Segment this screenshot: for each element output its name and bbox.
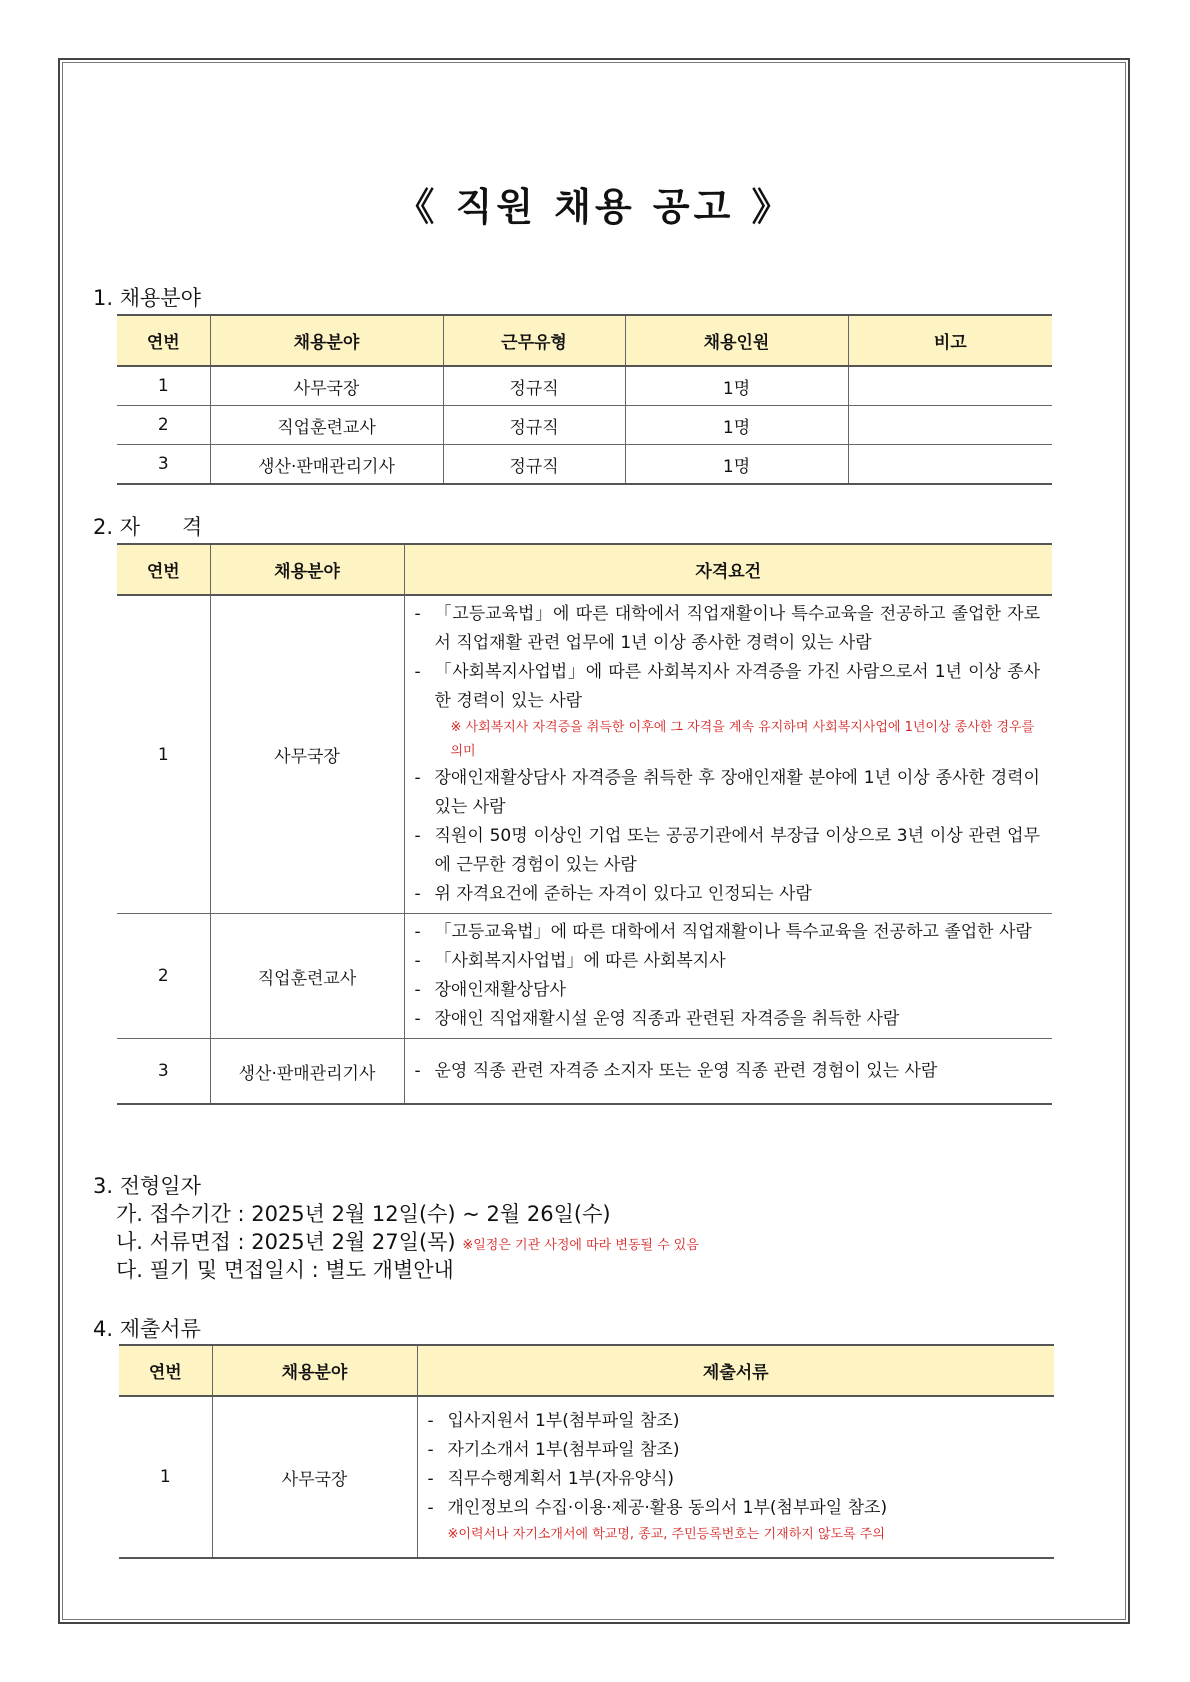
list-item: - 입사지원서 1부(첨부파일 참조) [427,1411,680,1431]
cell-field: 직업훈련교사 [210,914,404,1039]
cell-count: 1명 [625,406,848,445]
cell-requirements [404,1039,1052,1105]
table-row [117,1039,1052,1105]
cell-no: 2 [117,406,210,445]
table-row [117,914,1052,1039]
col-header: 채용분야 [212,1345,417,1396]
list-item: - 직무수행계획서 1부(자유양식) [427,1469,675,1489]
cell-field: 사무국장 [210,595,404,914]
col-header: 제출서류 [417,1345,1054,1396]
qualification-table [117,543,1052,1105]
list-item: - 직원이 50명 이상인 기업 또는 공공기관에서 부장급 이상으로 3년 이상 관련 업무에 근무한 경험이 있는 사람 [414,826,1040,875]
table-header-row [117,315,1052,366]
col-header: 자격요건 [404,544,1052,595]
schedule-application-period: 가. 접수기간 : 2025년 2월 12일(수) ~ 2월 26일(수) [116,1202,611,1226]
page-title: 《 직원 채용 공고 》 [396,185,794,229]
col-header: 연번 [117,315,210,366]
list-item: - 「사회복지사업법」에 따른 사회복지사 자격증을 가진 사람으로서 1년 이상 종사한 경력이 있는 사람 [414,662,1040,711]
col-header: 채용인원 [625,315,848,366]
cell-no: 1 [119,1396,212,1558]
section-2-heading: 2. 자 격 [93,515,203,539]
recruitment-field-table [117,314,1052,485]
list-item: - 장애인재활상담사 자격증을 취득한 후 장애인재활 분야에 1년 이상 종사한 경력이 있는 사람 [414,768,1040,817]
section-3-heading: 3. 전형일자 [93,1174,201,1198]
section-1-heading: 1. 채용분야 [93,286,201,310]
schedule-note: ※일정은 기관 사정에 따라 변동될 수 있음 [462,1238,699,1253]
col-header: 근무유형 [443,315,625,366]
cell-remark [848,445,1052,485]
cell-field: 생산·판매관리기사 [210,445,443,485]
list-item: - 「사회복지사업법」에 따른 사회복지사 [414,951,726,971]
schedule-interview: 다. 필기 및 면접일시 : 별도 개별안내 [116,1258,454,1282]
table-row [117,445,1052,485]
table-row [117,366,1052,406]
col-header: 연번 [117,544,210,595]
cell-field: 직업훈련교사 [210,406,443,445]
list-item: - 개인정보의 수집·이용·제공·활용 동의서 1부(첨부파일 참조) [427,1498,888,1518]
cell-type: 정규직 [443,445,625,485]
cell-type: 정규직 [443,366,625,406]
cell-no: 3 [117,1039,210,1105]
table-header-row [117,544,1052,595]
list-item: - 운영 직종 관련 자격증 소지자 또는 운영 직종 관련 경험이 있는 사람 [414,1060,938,1081]
cell-remark [848,406,1052,445]
cell-requirements [404,914,1052,1039]
cell-remark [848,366,1052,406]
schedule-document-review: 나. 서류면접 : 2025년 2월 27일(목) ※일정은 기관 사정에 따라 변동될 수 있음 [116,1230,699,1254]
note-text: ※이력서나 자기소개서에 학교명, 종교, 주민등록번호는 기재하지 않도록 주의 [447,1527,885,1542]
table-header-row [119,1345,1054,1396]
list-item: - 장애인재활상담사 [414,980,566,1000]
list-item: - 위 자격요건에 준하는 자격이 있다고 인정되는 사람 [414,884,812,904]
documents-table [119,1344,1054,1559]
cell-type: 정규직 [443,406,625,445]
col-header: 연번 [119,1345,212,1396]
cell-requirements [404,595,1052,914]
cell-documents [417,1396,1054,1558]
cell-field: 사무국장 [210,366,443,406]
table-row [119,1396,1054,1558]
section-4-heading: 4. 제출서류 [93,1317,201,1341]
cell-count: 1명 [625,445,848,485]
list-item: - 「고등교육법」에 따른 대학에서 직업재활이나 특수교육을 전공하고 졸업한 자로서 직업재활 관련 업무에 1년 이상 종사한 경력이 있는 사람 [414,604,1040,653]
col-header: 채용분야 [210,544,404,595]
col-header: 비고 [848,315,1052,366]
list-item: - 자기소개서 1부(첨부파일 참조) [427,1440,680,1460]
cell-count: 1명 [625,366,848,406]
cell-field: 사무국장 [212,1396,417,1558]
cell-no: 1 [117,595,210,914]
cell-no: 3 [117,445,210,485]
cell-no: 1 [117,366,210,406]
list-item: - 「고등교육법」에 따른 대학에서 직업재활이나 특수교육을 전공하고 졸업한 사람 [414,922,1032,942]
list-item: - 장애인 직업재활시설 운영 직종과 관련된 자격증을 취득한 사람 [414,1009,900,1029]
cell-field: 생산·판매관리기사 [210,1039,404,1105]
table-row [117,595,1052,914]
note-text: ※ 사회복지사 자격증을 취득한 이후에 그 자격을 계속 유지하며 사회복지사업에 1년이상 종사한 경우를 의미 [450,720,1035,759]
col-header: 채용분야 [210,315,443,366]
table-row [117,406,1052,445]
cell-no: 2 [117,914,210,1039]
